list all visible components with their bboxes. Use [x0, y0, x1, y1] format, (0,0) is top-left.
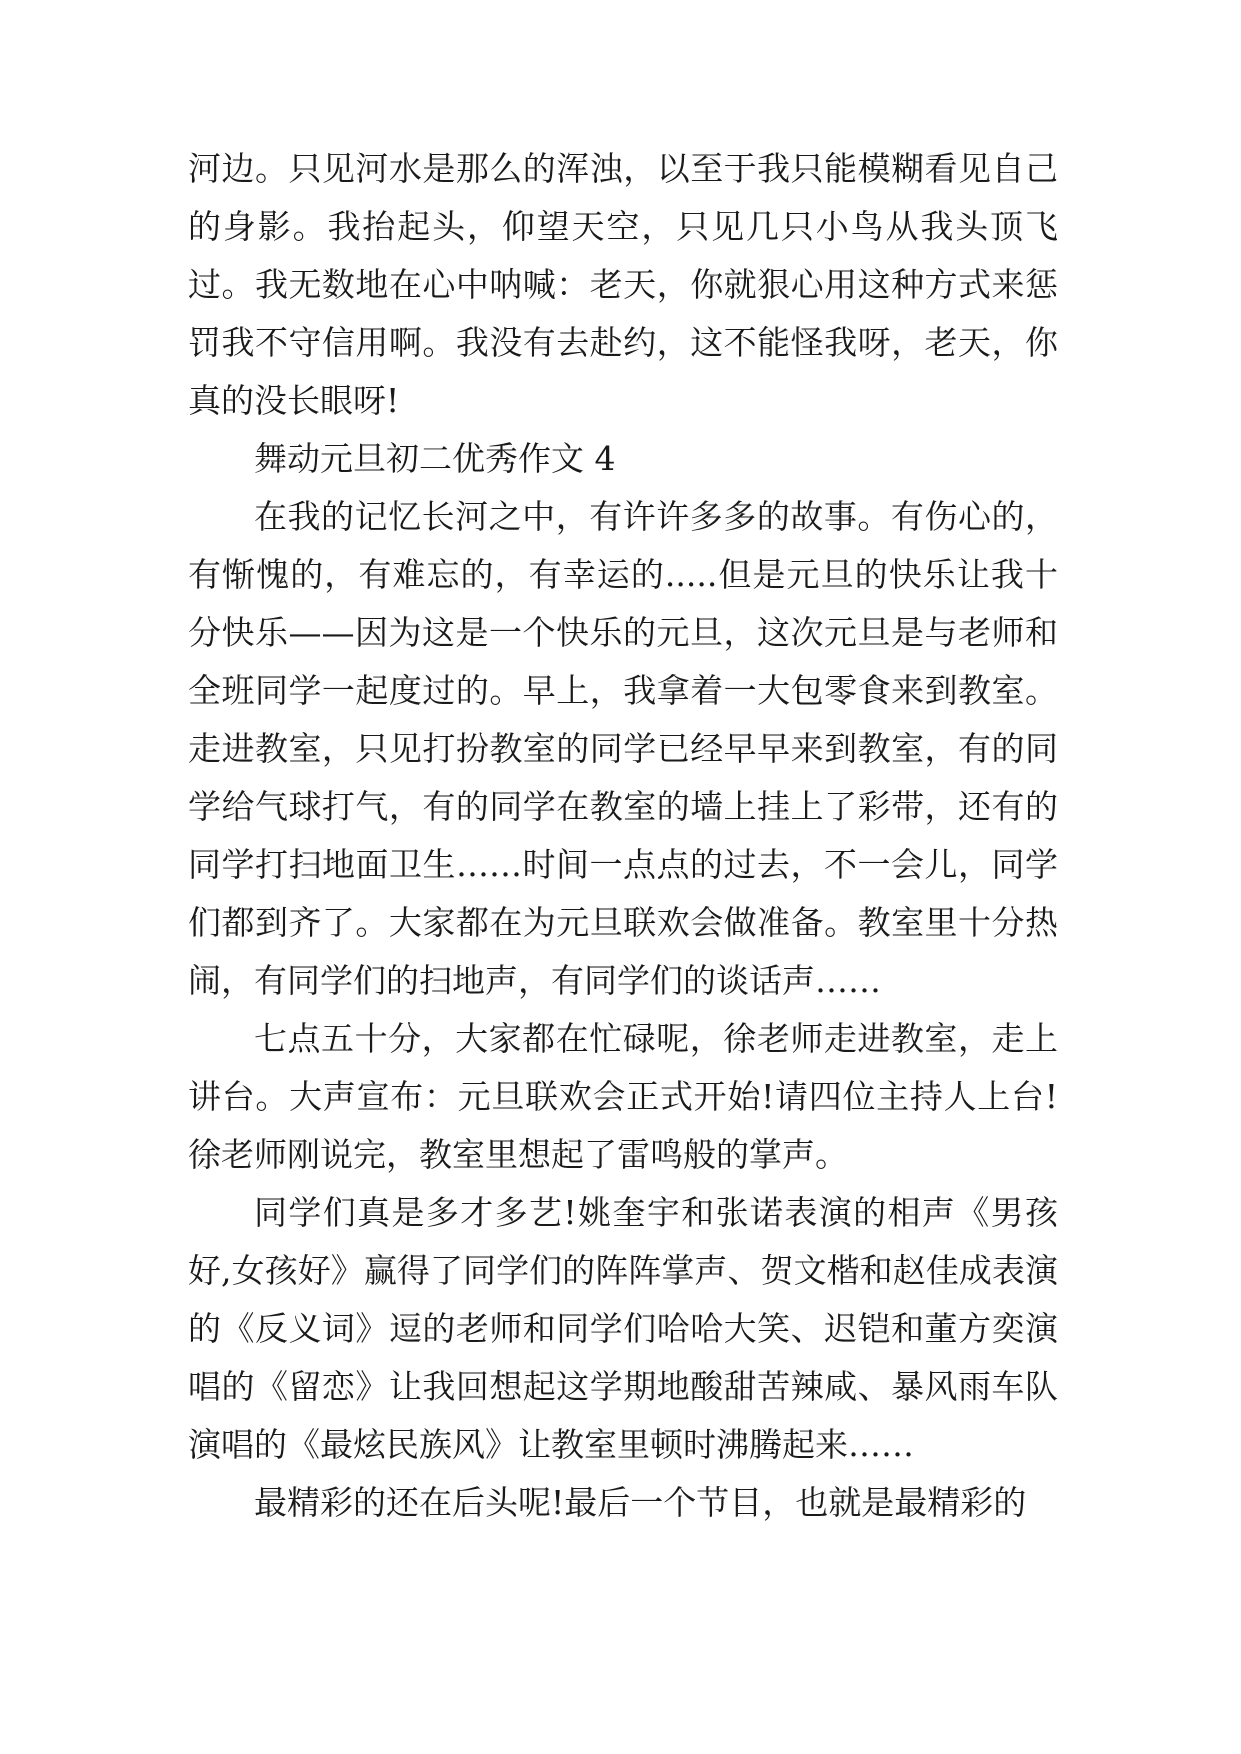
- paragraph: 七点五十分，大家都在忙碌呢，徐老师走进教室，走上讲台。大声宣布：元旦联欢会正式开始!请四位主持人上台!徐老师刚说完，教室里想起了雷鸣般的掌声。: [188, 1019, 1058, 1174]
- essay-title: 舞动元旦初二优秀作文 4: [254, 439, 616, 478]
- document-page: [188, 140, 1058, 1532]
- paragraph: 最精彩的还在后头呢!最后一个节目，也就是最精彩的: [254, 1483, 1027, 1522]
- paragraph: 在我的记忆长河之中，有许许多多的故事。有伤心的，有惭愧的，有难忘的，有幸运的.....但是元旦的快乐让我十分快乐——因为这是一个快乐的元旦，这次元旦是与老师和全班同学一起度过的。早上，我拿着一大包零食来到教室。走进教室，只见打扮教室的同学已经早早来到教室，有的同学给气球打气，有的同学在教室的墙上挂上了彩带，还有的同学打扫地面卫生……时间一点点的过去，不一会儿，同学们都到齐了。大家都在为元旦联欢会做准备。教室里十分热闹，有同学们的扫地声，有同学们的谈话声……: [188, 497, 1058, 1000]
- paragraph-continuation: 河边。只见河水是那么的浑浊，以至于我只能模糊看见自己的身影。我抬起头，仰望天空，只见几只小鸟从我头顶飞过。我无数地在心中呐喊：老天，你就狠心用这种方式来惩罚我不守信用啊。我没有去赴约，这不能怪我呀，老天，你真的没长眼呀!: [188, 149, 1058, 420]
- paragraph: 同学们真是多才多艺!姚奎宇和张诺表演的相声《男孩好,女孩好》赢得了同学们的阵阵掌声、贺文楷和赵佳成表演的《反义词》逗的老师和同学们哈哈大笑、迟铠和董方奕演唱的《留恋》让我回想起这学期地酸甜苦辣咸、暴风雨车队演唱的《最炫民族风》让教室里顿时沸腾起来……: [188, 1193, 1058, 1464]
